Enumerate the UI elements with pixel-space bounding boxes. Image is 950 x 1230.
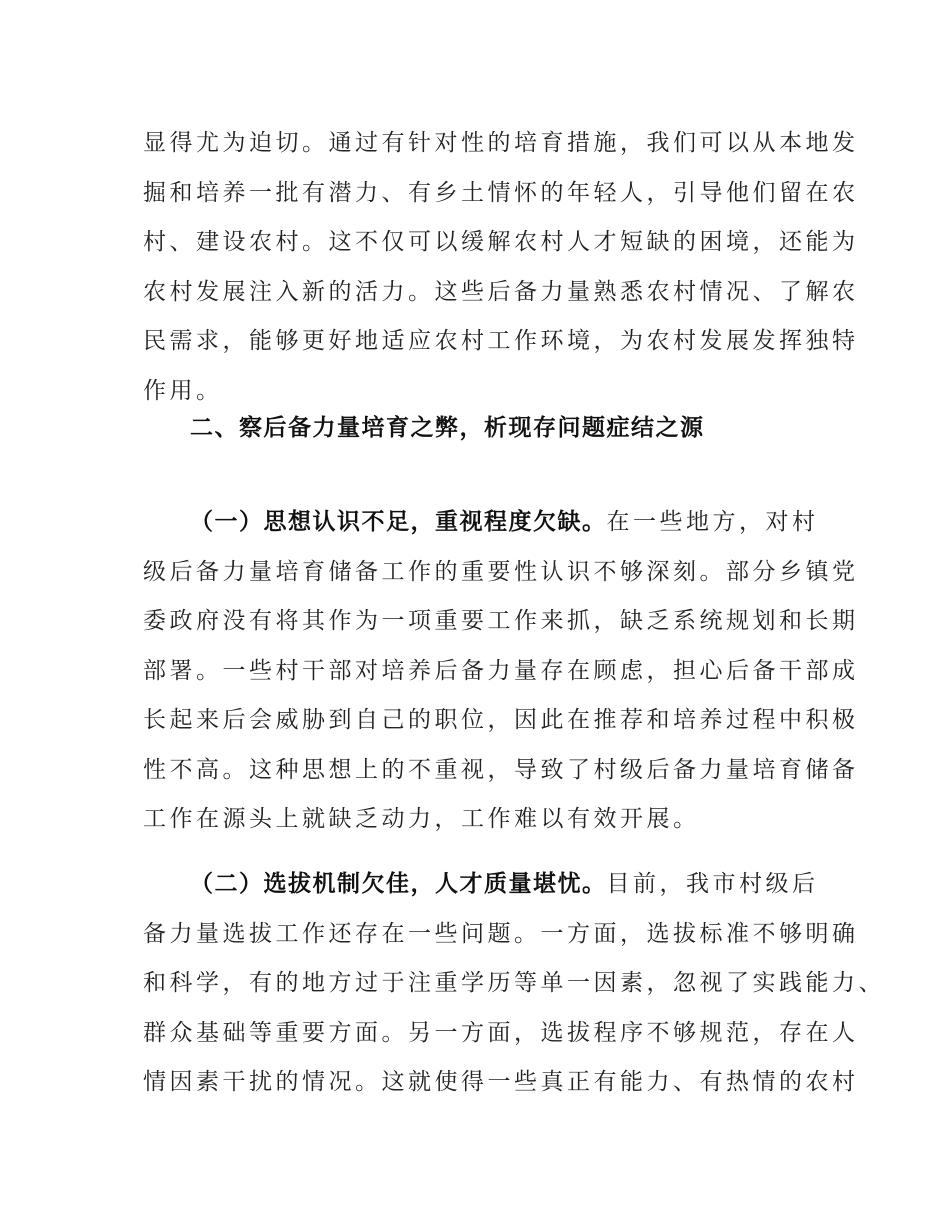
paragraph-lead: （二）选拔机制欠佳，人才质量堪忧。 — [190, 871, 607, 897]
text-line: 情因素干扰的情况。这就使得一些真正有能力、有热情的农村 — [143, 1069, 859, 1095]
text-line: 性不高。这种思想上的不重视，导致了村级后备力量培育储备 — [143, 756, 859, 783]
paragraph-first-line — [143, 860, 823, 910]
text-line: 部署。一些村干部对培养后备力量存在顾虑，担心后备干部成 — [143, 657, 859, 684]
text-line: 委政府没有将其作为一项重要工作来抓，缺乏系统规划和长期 — [143, 608, 859, 634]
paragraph-lead: （一）思想认识不足，重视程度欠缺。 — [190, 509, 607, 535]
text-line: 级后备力量培育储备工作的重要性认识不够深刻。部分乡镇党 — [143, 558, 859, 585]
text-line: 掘和培养一批有潜力、有乡土情怀的年轻人，引导他们留在农 — [143, 179, 859, 206]
paragraph-first-rest: 目前，我市村级后 — [606, 871, 819, 897]
paragraph-1 — [143, 498, 859, 845]
text-line: 民需求，能够更好地适应农村工作环境，为农村发展发挥独特 — [143, 328, 859, 354]
text-line: 显得尤为迫切。通过有针对性的培育措施，我们可以从本地发 — [143, 130, 859, 156]
text-line: 工作在源头上就缺乏动力，工作难以有效开展。 — [143, 806, 700, 832]
paragraph-first-line — [143, 498, 823, 548]
text-line: 村、建设农村。这不仅可以缓解农村人才短缺的困境，还能为 — [143, 229, 859, 255]
text-line: 备力量选拔工作还存在一些问题。一方面，选拔标准不够明确 — [143, 920, 859, 947]
text-line: 群众基础等重要方面。另一方面，选拔程序不够规范，存在人 — [143, 1019, 859, 1046]
paragraph-2 — [143, 860, 885, 1108]
section-heading: 二、察后备力量培育之弊，析现存问题症结之源 — [190, 415, 705, 441]
text-line: 和科学，有的地方过于注重学历等单一因素，忽视了实践能力、 — [143, 970, 885, 996]
text-line: 作用。 — [143, 377, 223, 404]
section1-tail-paragraph — [143, 119, 859, 416]
text-line: 长起来后会威胁到自己的职位，因此在推荐和培养过程中积极 — [143, 707, 859, 733]
text-line: 农村发展注入新的活力。这些后备力量熟悉农村情况、了解农 — [143, 278, 859, 305]
paragraph-first-rest: 在一些地方，对村 — [606, 509, 819, 535]
